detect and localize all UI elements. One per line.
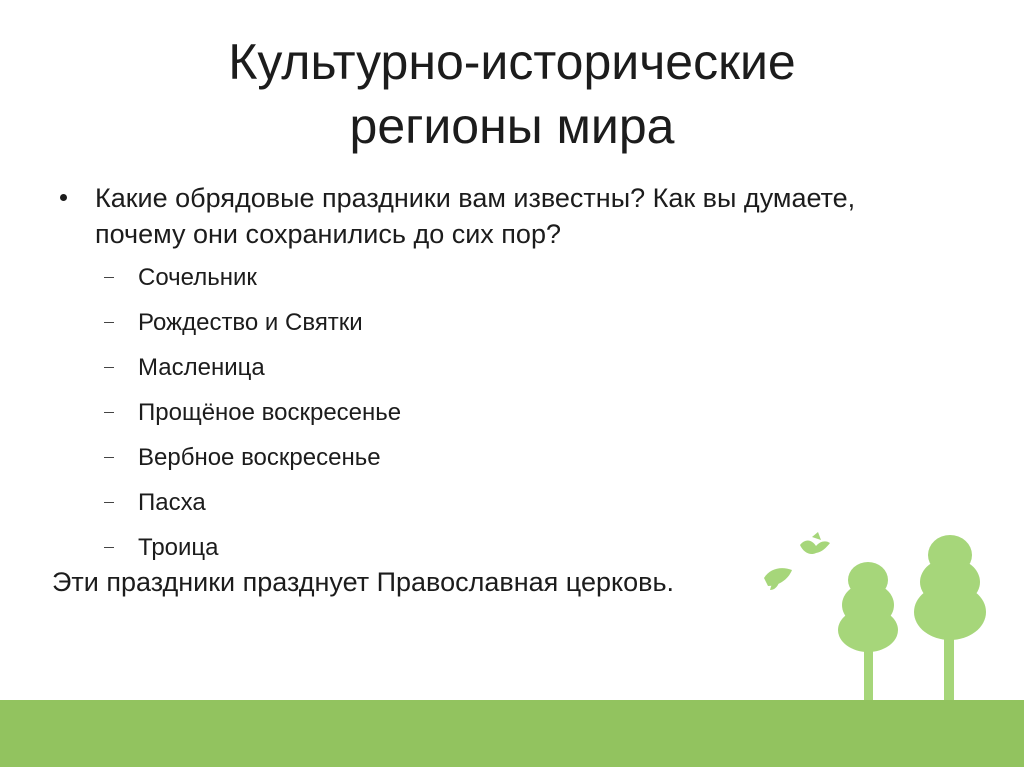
title-line-1: Культурно-исторические (228, 34, 796, 90)
tree-icon (914, 535, 986, 700)
holiday-label: Масленица (138, 354, 265, 381)
leaf-icon (764, 568, 792, 590)
tree-icon (838, 562, 898, 700)
question-text: Какие обрядовые праздники вам известны? Как вы думаете, почему они сохранились до сих пор? (95, 183, 856, 249)
holiday-label: Вербное воскресенье (138, 444, 381, 471)
holiday-label: Троица (138, 534, 219, 561)
holiday-label: Сочельник (138, 264, 257, 291)
bird-icon (800, 532, 830, 554)
holiday-label: Рождество и Святки (138, 309, 363, 336)
conclusion-text: Эти праздники празднует Православная церковь. (52, 567, 675, 597)
title-line-2: регионы мира (349, 98, 675, 154)
holiday-label: Прощёное воскресенье (138, 399, 402, 426)
holiday-label: Пасха (138, 489, 206, 516)
